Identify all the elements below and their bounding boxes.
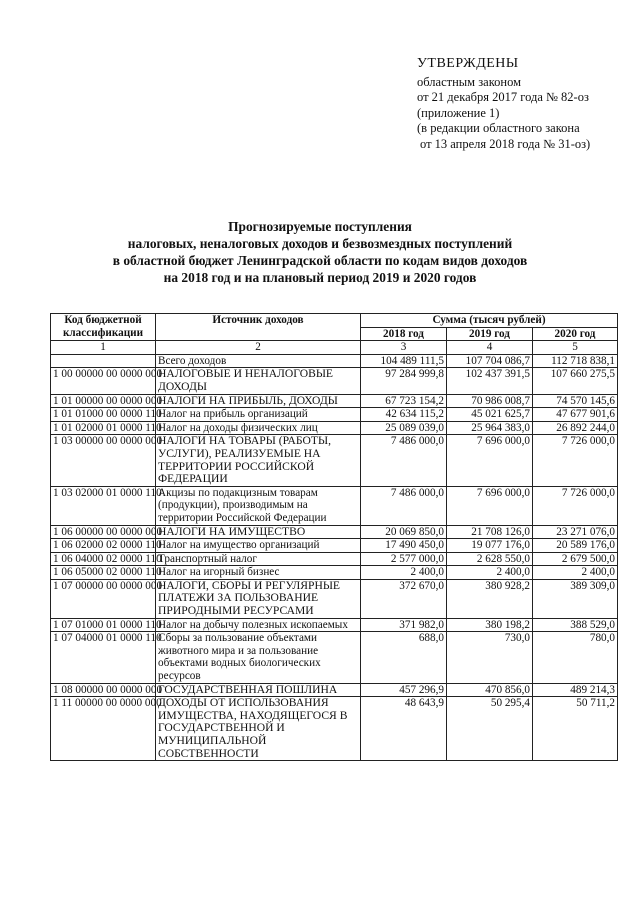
amount-2018-cell: 104 489 111,5 — [361, 354, 447, 368]
table-row — [51, 435, 618, 486]
table-row — [51, 697, 618, 761]
approval-line: (приложение 1) — [417, 105, 500, 120]
budget-code-cell: 1 01 00000 00 0000 000 — [51, 394, 156, 408]
table-row — [51, 525, 618, 539]
table-row — [51, 421, 618, 435]
amount-2020-cell: 26 892 244,0 — [533, 421, 618, 435]
table-row — [51, 408, 618, 422]
income-source-cell: Налог на доходы физических лиц — [156, 421, 361, 435]
approval-line: от 21 декабря 2017 года № 82-оз — [417, 90, 589, 104]
amount-2018-cell: 25 089 039,0 — [361, 421, 447, 435]
amount-2019-cell: 730,0 — [447, 632, 533, 683]
amount-2019-cell: 380 928,2 — [447, 579, 533, 618]
amount-2019-cell: 25 964 383,0 — [447, 421, 533, 435]
amount-2018-cell: 371 982,0 — [361, 618, 447, 632]
table-row — [51, 354, 618, 368]
budget-code-cell: 1 01 02000 01 0000 110 — [51, 421, 156, 435]
income-source-cell: Акцизы по подакцизным товарам (продукции), производимым на территории Российской Федерации — [156, 486, 361, 525]
budget-code-cell: 1 06 05000 02 0000 110 — [51, 566, 156, 580]
income-source-cell: НАЛОГИ НА ПРИБЫЛЬ, ДОХОДЫ — [156, 394, 361, 408]
budget-code-cell: 1 07 01000 01 0000 110 — [51, 618, 156, 632]
approval-heading: УТВЕРЖДЕНЫ — [417, 56, 519, 71]
budget-code-cell: 1 06 04000 02 0000 110 — [51, 552, 156, 566]
income-source-cell: НАЛОГИ НА ТОВАРЫ (РАБОТЫ, УСЛУГИ), РЕАЛИЗУЕМЫЕ НА ТЕРРИТОРИИ РОССИЙСКОЙ ФЕДЕРАЦИИ — [156, 435, 361, 486]
amount-2020-cell: 389 309,0 — [533, 579, 618, 618]
amount-2020-cell: 50 711,2 — [533, 697, 618, 761]
budget-code-cell — [51, 354, 156, 368]
amount-2018-cell: 20 069 850,0 — [361, 525, 447, 539]
table-row — [51, 394, 618, 408]
amount-2020-cell: 7 726 000,0 — [533, 435, 618, 486]
income-source-cell: ГОСУДАРСТВЕННАЯ ПОШЛИНА — [156, 683, 361, 697]
document-title — [40, 218, 600, 286]
amount-2020-cell: 7 726 000,0 — [533, 486, 618, 525]
income-source-cell: НАЛОГИ, СБОРЫ И РЕГУЛЯРНЫЕ ПЛАТЕЖИ ЗА ПОЛЬЗОВАНИЕ ПРИРОДНЫМИ РЕСУРСАМИ — [156, 579, 361, 618]
amount-2019-cell: 7 696 000,0 — [447, 486, 533, 525]
amount-2018-cell: 2 400,0 — [361, 566, 447, 580]
approval-line: (в редакции областного закона — [417, 121, 580, 135]
column-number: 3 — [361, 341, 447, 355]
table-row — [51, 552, 618, 566]
amount-2020-cell: 112 718 838,1 — [533, 354, 618, 368]
income-source-cell: Транспортный налог — [156, 552, 361, 566]
budget-code-cell: 1 03 02000 01 0000 110 — [51, 486, 156, 525]
income-source-cell: Всего доходов — [156, 354, 361, 368]
amount-2019-cell: 19 077 176,0 — [447, 539, 533, 553]
amount-2019-cell: 470 856,0 — [447, 683, 533, 697]
approval-line: областным законом — [417, 74, 522, 89]
income-source-cell: Налог на игорный бизнес — [156, 566, 361, 580]
amount-2019-cell: 107 704 086,7 — [447, 354, 533, 368]
budget-code-cell: 1 01 01000 00 0000 110 — [51, 408, 156, 422]
revenue-table — [50, 313, 618, 761]
amount-2018-cell: 67 723 154,2 — [361, 394, 447, 408]
amount-2020-cell: 47 677 901,6 — [533, 408, 618, 422]
column-number: 4 — [447, 341, 533, 355]
income-source-cell: ДОХОДЫ ОТ ИСПОЛЬЗОВАНИЯ ИМУЩЕСТВА, НАХОДЯЩЕГОСЯ В ГОСУДАРСТВЕННОЙ И МУНИЦИПАЛЬНОЙ СОБСТВЕННОСТИ — [156, 697, 361, 761]
income-source-cell: Налог на добычу полезных ископаемых — [156, 618, 361, 632]
amount-2019-cell: 21 708 126,0 — [447, 525, 533, 539]
table-row — [51, 579, 618, 618]
amount-2018-cell: 688,0 — [361, 632, 447, 683]
amount-2018-cell: 17 490 450,0 — [361, 539, 447, 553]
column-number: 2 — [156, 341, 361, 355]
title-line: Прогнозируемые поступления — [228, 219, 412, 234]
amount-2019-cell: 2 628 550,0 — [447, 552, 533, 566]
approval-line: от 13 апреля 2018 года № 31-оз) — [420, 136, 591, 151]
income-source-cell: Налог на прибыль организаций — [156, 408, 361, 422]
amount-2018-cell: 7 486 000,0 — [361, 486, 447, 525]
header-year-2020: 2020 год — [533, 327, 618, 341]
amount-2019-cell: 7 696 000,0 — [447, 435, 533, 486]
amount-2020-cell: 2 679 500,0 — [533, 552, 618, 566]
amount-2020-cell: 20 589 176,0 — [533, 539, 618, 553]
amount-2020-cell: 74 570 145,6 — [533, 394, 618, 408]
amount-2020-cell: 780,0 — [533, 632, 618, 683]
amount-2020-cell: 107 660 275,5 — [533, 368, 618, 394]
amount-2018-cell: 457 296,9 — [361, 683, 447, 697]
table-row — [51, 683, 618, 697]
amount-2018-cell: 48 643,9 — [361, 697, 447, 761]
header-year-2018: 2018 год — [361, 327, 447, 341]
title-line: в областной бюджет Ленинградской области по кодам видов доходов — [112, 253, 528, 268]
budget-code-cell: 1 07 04000 01 0000 110 — [51, 632, 156, 683]
header-source: Источник доходов — [156, 314, 361, 341]
budget-code-cell: 1 11 00000 00 0000 000 — [51, 697, 156, 761]
amount-2020-cell: 388 529,0 — [533, 618, 618, 632]
title-line: на 2018 год и на плановый период 2019 и 2020 годов — [163, 270, 477, 285]
amount-2018-cell: 2 577 000,0 — [361, 552, 447, 566]
amount-2019-cell: 102 437 391,5 — [447, 368, 533, 394]
budget-code-cell: 1 06 00000 00 0000 000 — [51, 525, 156, 539]
table-row — [51, 368, 618, 394]
budget-code-cell: 1 08 00000 00 0000 000 — [51, 683, 156, 697]
income-source-cell: Налог на имущество организаций — [156, 539, 361, 553]
table-row — [51, 618, 618, 632]
column-number: 1 — [51, 341, 156, 355]
header-sum: Сумма (тысяч рублей) — [361, 314, 618, 328]
table-row — [51, 539, 618, 553]
income-source-cell: НАЛОГИ НА ИМУЩЕСТВО — [156, 525, 361, 539]
budget-code-cell: 1 06 02000 02 0000 110 — [51, 539, 156, 553]
amount-2019-cell: 50 295,4 — [447, 697, 533, 761]
budget-code-cell: 1 00 00000 00 0000 000 — [51, 368, 156, 394]
approval-block — [417, 56, 632, 152]
amount-2020-cell: 489 214,3 — [533, 683, 618, 697]
amount-2019-cell: 380 198,2 — [447, 618, 533, 632]
amount-2020-cell: 23 271 076,0 — [533, 525, 618, 539]
amount-2018-cell: 372 670,0 — [361, 579, 447, 618]
budget-code-cell: 1 07 00000 00 0000 000 — [51, 579, 156, 618]
header-year-2019: 2019 год — [447, 327, 533, 341]
income-source-cell: Сборы за пользование объектами животного мира и за пользование объектами водных биологических ресурсов — [156, 632, 361, 683]
table-row — [51, 486, 618, 525]
amount-2019-cell: 70 986 008,7 — [447, 394, 533, 408]
amount-2019-cell: 2 400,0 — [447, 566, 533, 580]
income-source-cell: НАЛОГОВЫЕ И НЕНАЛОГОВЫЕ ДОХОДЫ — [156, 368, 361, 394]
amount-2018-cell: 97 284 999,8 — [361, 368, 447, 394]
title-line: налоговых, неналоговых доходов и безвозмездных поступлений — [127, 236, 513, 251]
column-number: 5 — [533, 341, 618, 355]
table-row — [51, 566, 618, 580]
amount-2020-cell: 2 400,0 — [533, 566, 618, 580]
header-code: Код бюджетной классификации — [51, 314, 156, 341]
amount-2018-cell: 7 486 000,0 — [361, 435, 447, 486]
amount-2018-cell: 42 634 115,2 — [361, 408, 447, 422]
amount-2019-cell: 45 021 625,7 — [447, 408, 533, 422]
table-row — [51, 632, 618, 683]
budget-code-cell: 1 03 00000 00 0000 000 — [51, 435, 156, 486]
table-body — [51, 354, 618, 760]
